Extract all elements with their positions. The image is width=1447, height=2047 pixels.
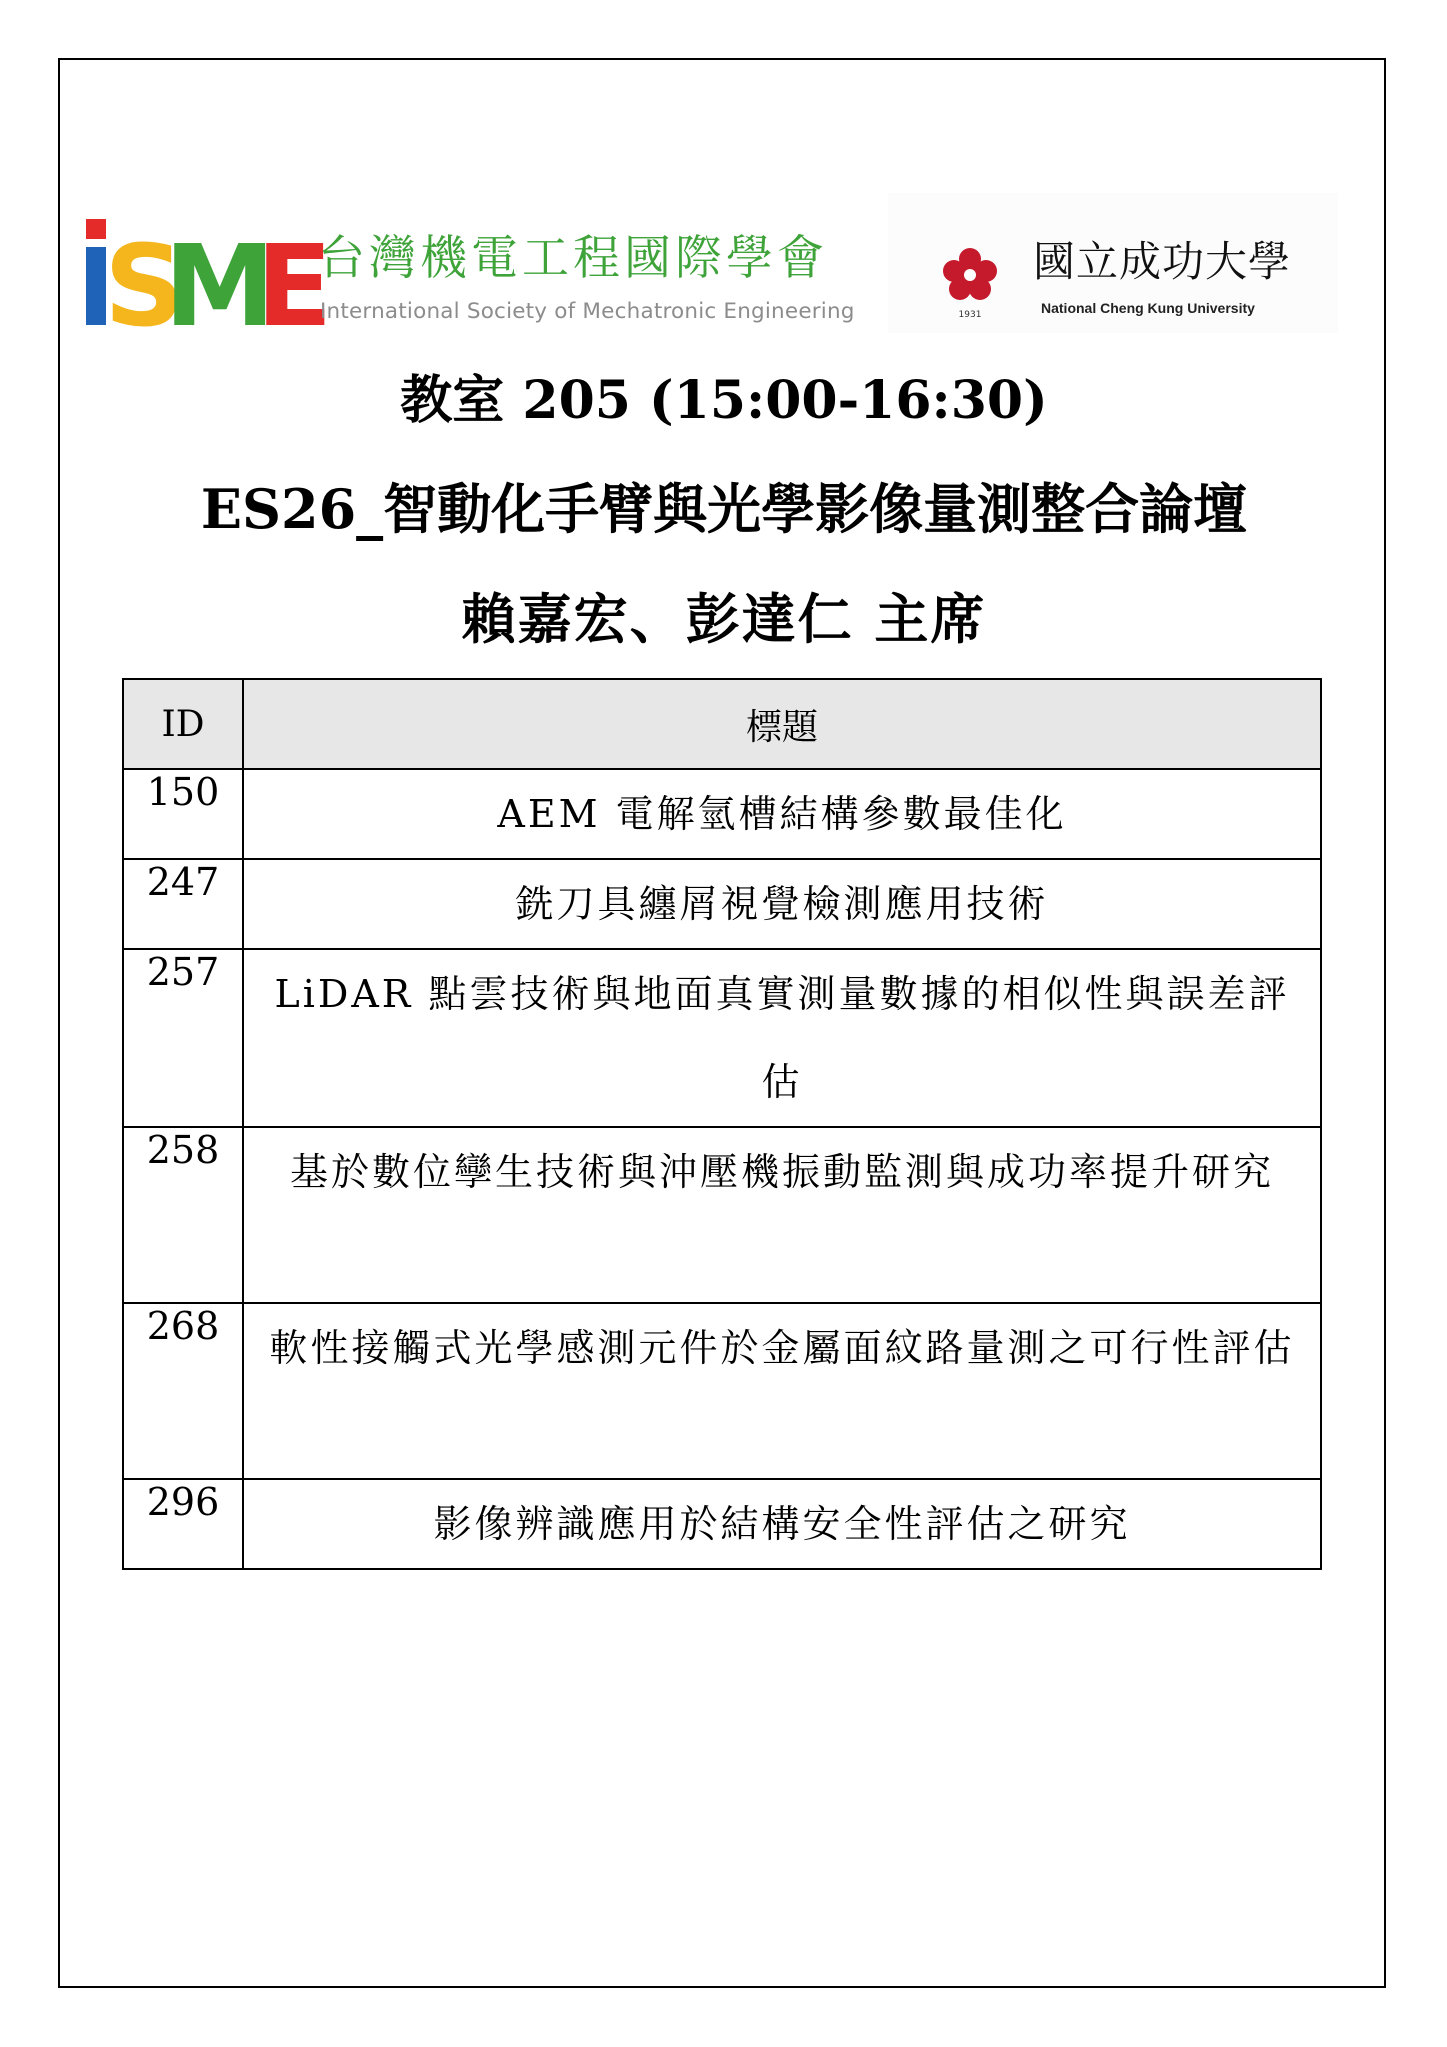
- paper-title: [243, 769, 1321, 859]
- isme-letter-m: M: [164, 222, 276, 352]
- isme-i-dot: [86, 219, 106, 239]
- table-row: [123, 859, 1321, 949]
- paper-title-text: 軟性接觸式光學感測元件於金屬面紋路量測之可行性評估: [269, 1326, 1295, 1370]
- isme-letter-s: S: [104, 222, 185, 352]
- header-id: ID: [123, 679, 243, 769]
- isme-logo: [86, 215, 891, 352]
- table-row: [123, 949, 1321, 1127]
- paper-title-text: AEM 電解氫槽結構參數最佳化: [497, 792, 1067, 836]
- paper-title: [243, 1479, 1321, 1569]
- table-row: [123, 1127, 1321, 1303]
- paper-id: 296: [123, 1479, 243, 1569]
- room-time-heading: 教室 205 (15:00-16:30): [400, 370, 1048, 431]
- ncku-name-zh: 國立成功大學: [1033, 237, 1292, 286]
- isme-letter-e: E: [256, 222, 333, 352]
- paper-title: [243, 1303, 1321, 1479]
- table-row: [123, 1303, 1321, 1479]
- isme-name-zh: 台灣機電工程國際學會: [318, 231, 828, 286]
- forum-title-heading: ES26_智動化手臂與光學影像量測整合論壇: [200, 477, 1248, 541]
- paper-id: 268: [123, 1303, 243, 1479]
- paper-title-text: 基於數位孿生技術與沖壓機振動監測與成功率提升研究: [289, 1150, 1274, 1194]
- ncku-year: 1931: [958, 310, 982, 320]
- ncku-name-en: National Cheng Kung University: [1041, 300, 1255, 316]
- paper-id: 150: [123, 769, 243, 859]
- paper-table: [122, 678, 1322, 1570]
- isme-mark-icon: [86, 215, 333, 352]
- paper-title: [243, 1127, 1321, 1303]
- paper-title-text: 影像辨識應用於結構安全性評估之研究: [433, 1502, 1131, 1546]
- table-row: [123, 1479, 1321, 1569]
- isme-i-stem: [86, 247, 106, 325]
- table-header-row: [123, 679, 1321, 769]
- ncku-logo: [888, 193, 1338, 333]
- paper-title-text: LiDAR 點雲技術與地面真實測量數據的相似性與誤差評估: [274, 972, 1290, 1104]
- paper-title: [243, 859, 1321, 949]
- header-title: 標題: [243, 679, 1321, 769]
- session-chairs-heading: 賴嘉宏、彭達仁 主席: [461, 587, 987, 651]
- paper-id: 257: [123, 949, 243, 1127]
- paper-title-text: 銑刀具纏屑視覺檢測應用技術: [515, 882, 1049, 926]
- paper-title: [243, 949, 1321, 1127]
- ncku-emblem-icon: [940, 245, 1000, 321]
- paper-id: 258: [123, 1127, 243, 1303]
- table-row: [123, 769, 1321, 859]
- isme-name-en: International Society of Mechatronic Engineering: [320, 299, 855, 324]
- paper-id: 247: [123, 859, 243, 949]
